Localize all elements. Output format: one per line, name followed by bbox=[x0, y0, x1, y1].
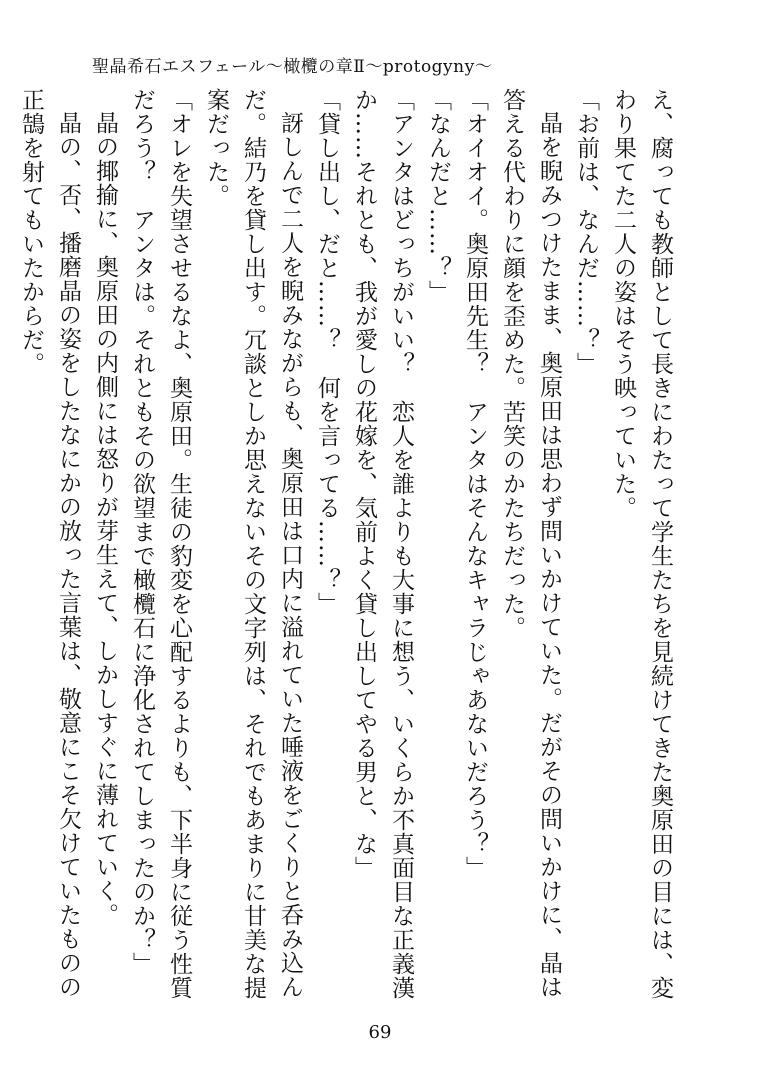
paragraph-7: 「貸し出し、だと……？ 何を言ってる……？」 bbox=[314, 88, 340, 616]
page-number: 69 bbox=[368, 1022, 392, 1043]
paragraph-8: 訝しんで二人を睨みながらも、奥原田は口内に溢れていた唾液をごくりと呑み込んだ。結乃を貸し出す。冗談としか思えないその文字列は、それでもあまりに甘美な提案だった。 bbox=[203, 88, 303, 1000]
body-text bbox=[12, 88, 678, 1018]
paragraph-11: 晶の、否、播磨晶の姿をしたなにかの放った言葉は、敬意にこそ欠けていたものの正鵠を射てもいたからだ。 bbox=[18, 88, 81, 999]
paragraph-5: 「なんだと……？」 bbox=[425, 88, 451, 304]
paragraph-3: 晶を睨みつけたまま、奥原田は思わず問いかけていた。だがその問いかけに、晶は答える代わりに顔を歪めた。苦笑のかたちだった。 bbox=[499, 88, 562, 999]
paragraph-1: え、腐っても教師として長きにわたって学生たちを見続けてきた奥原田の目には、変わり果てた二人の姿はそう映っていた。 bbox=[610, 88, 673, 1000]
paragraph-4: 「オイオイ。奥原田先生？ アンタはそんなキャラじゃあないだろう？」 bbox=[462, 88, 488, 880]
paragraph-10: 晶の揶揄に、奥原田の内側には怒りが芽生えて、しかしすぐに薄れていく。 bbox=[92, 111, 118, 927]
paragraph-2: 「お前は、なんだ……？」 bbox=[573, 88, 599, 376]
paragraph-6: 「アンタはどっちがいい？ 恋人を誰よりも大事に想う、いくらか不真面目な正義漢か……それとも、我が愛しの花嫁を、気前よく貸し出してやる男と、な」 bbox=[351, 88, 414, 1000]
paragraph-9: 「オレを失望させるなよ、奥原田。生徒の豹変を心配するよりも、下半身に従う性質だろう？ アンタは。それともその欲望まで橄欖石に浄化されてしまったのか？」 bbox=[129, 88, 192, 1000]
running-header: 聖晶希石エスフェール〜橄欖の章Ⅱ〜protogyny〜 bbox=[92, 57, 493, 77]
